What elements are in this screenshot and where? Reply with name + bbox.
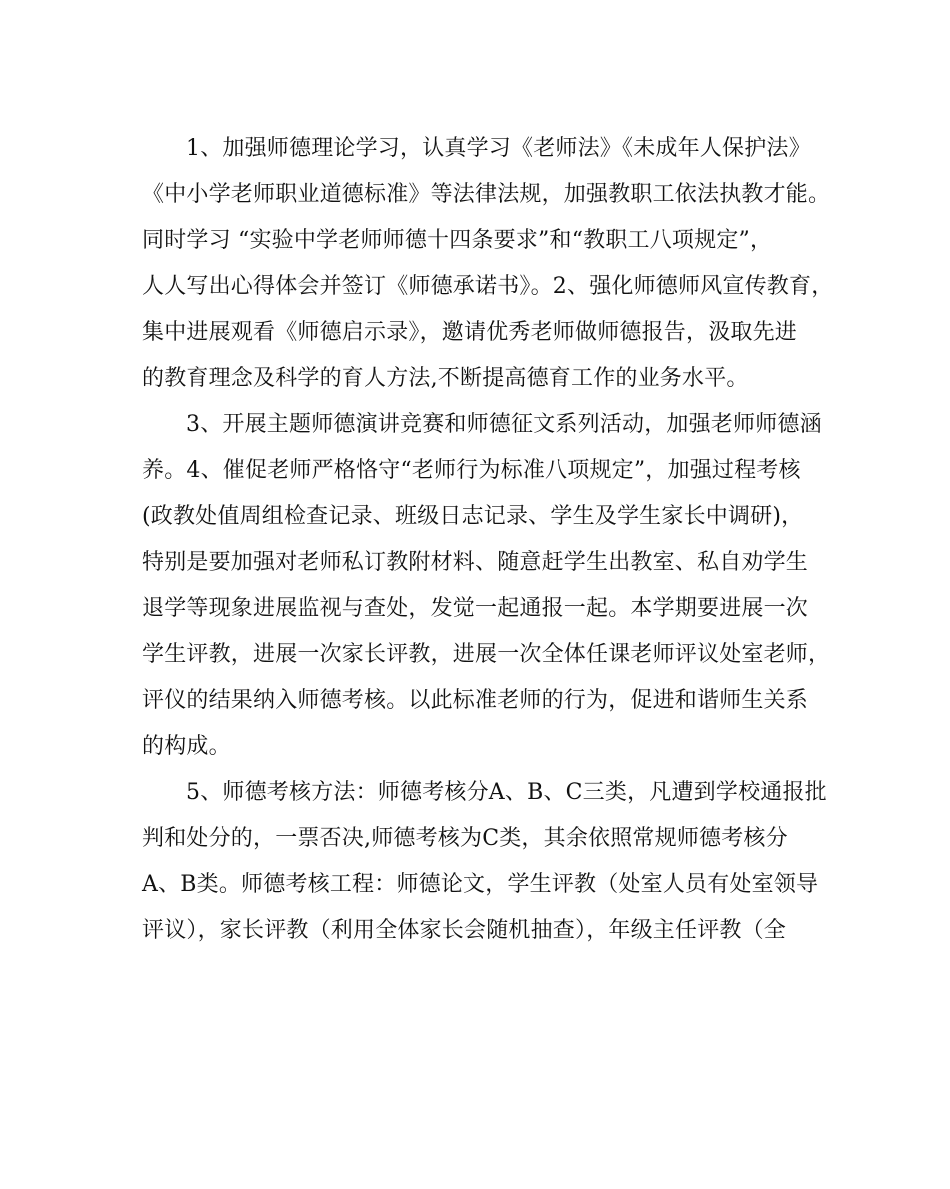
paragraph-1-line-1: 1、加强师德理论学习，认真学习《老师法》《未成年人保护法》: [186, 136, 811, 161]
paragraph-1-line-2: 《中小学老师职业道德标准》等法律法规，加强教职工依法执教才能。: [142, 182, 831, 207]
paragraph-2-line-6: 学生评教，进展一次家长评教，进展一次全体任课老师评议处室老师，: [142, 642, 831, 667]
paragraph-3-line-3: A、B类。师德考核工程：师德论文，学生评教（处室人员有处室领导: [142, 872, 819, 897]
paragraph-2-line-7: 评仪的结果纳入师德考核。以此标准老师的行为，促进和谐师生关系: [142, 688, 809, 713]
paragraph-1-line-3: 同时学习 “实验中学老师师德十四条要求”和“教职工八项规定”，: [142, 228, 773, 253]
paragraph-2-line-3: (政教处值周组检查记录、班级日志记录、学生及学生家长中调研)，: [142, 504, 804, 529]
paragraph-3-line-2: 判和处分的，一票否决,师德考核为C类，其余依照常规师德考核分: [142, 826, 788, 851]
paragraph-1-line-4: 人人写出心得体会并签订《师德承诺书》。2、强化师德师风宣传教育，: [142, 274, 834, 299]
paragraph-3-line-1: 5、师德考核方法：师德考核分A、B、C三类，凡遭到学校通报批: [186, 780, 827, 805]
paragraph-2-line-1: 3、开展主题师德演讲竞赛和师德征文系列活动，加强老师师德涵: [186, 412, 822, 437]
paragraph-1-line-6: 的教育理念及科学的育人方法,不断提高德育工作的业务水平。: [142, 366, 749, 391]
paragraph-1-line-5: 集中进展观看《师德启示录》，邀请优秀老师做师德报告，汲取先进: [142, 320, 798, 345]
paragraph-2-line-2: 养。4、催促老师严格恪守“老师行为标准八项规定”，加强过程考核: [142, 458, 801, 483]
paragraph-2-line-5: 退学等现象进展监视与查处，发觉一起通报一起。本学期要进展一次: [142, 596, 809, 621]
paragraph-2-line-4: 特别是要加强对老师私订教附材料、随意赶学生出教室、私自劝学生: [142, 550, 809, 575]
paragraph-3-line-4: 评议），家长评教（利用全体家长会随机抽查），年级主任评教（全: [142, 918, 787, 943]
paragraph-2-line-8: 的构成。: [142, 734, 231, 759]
